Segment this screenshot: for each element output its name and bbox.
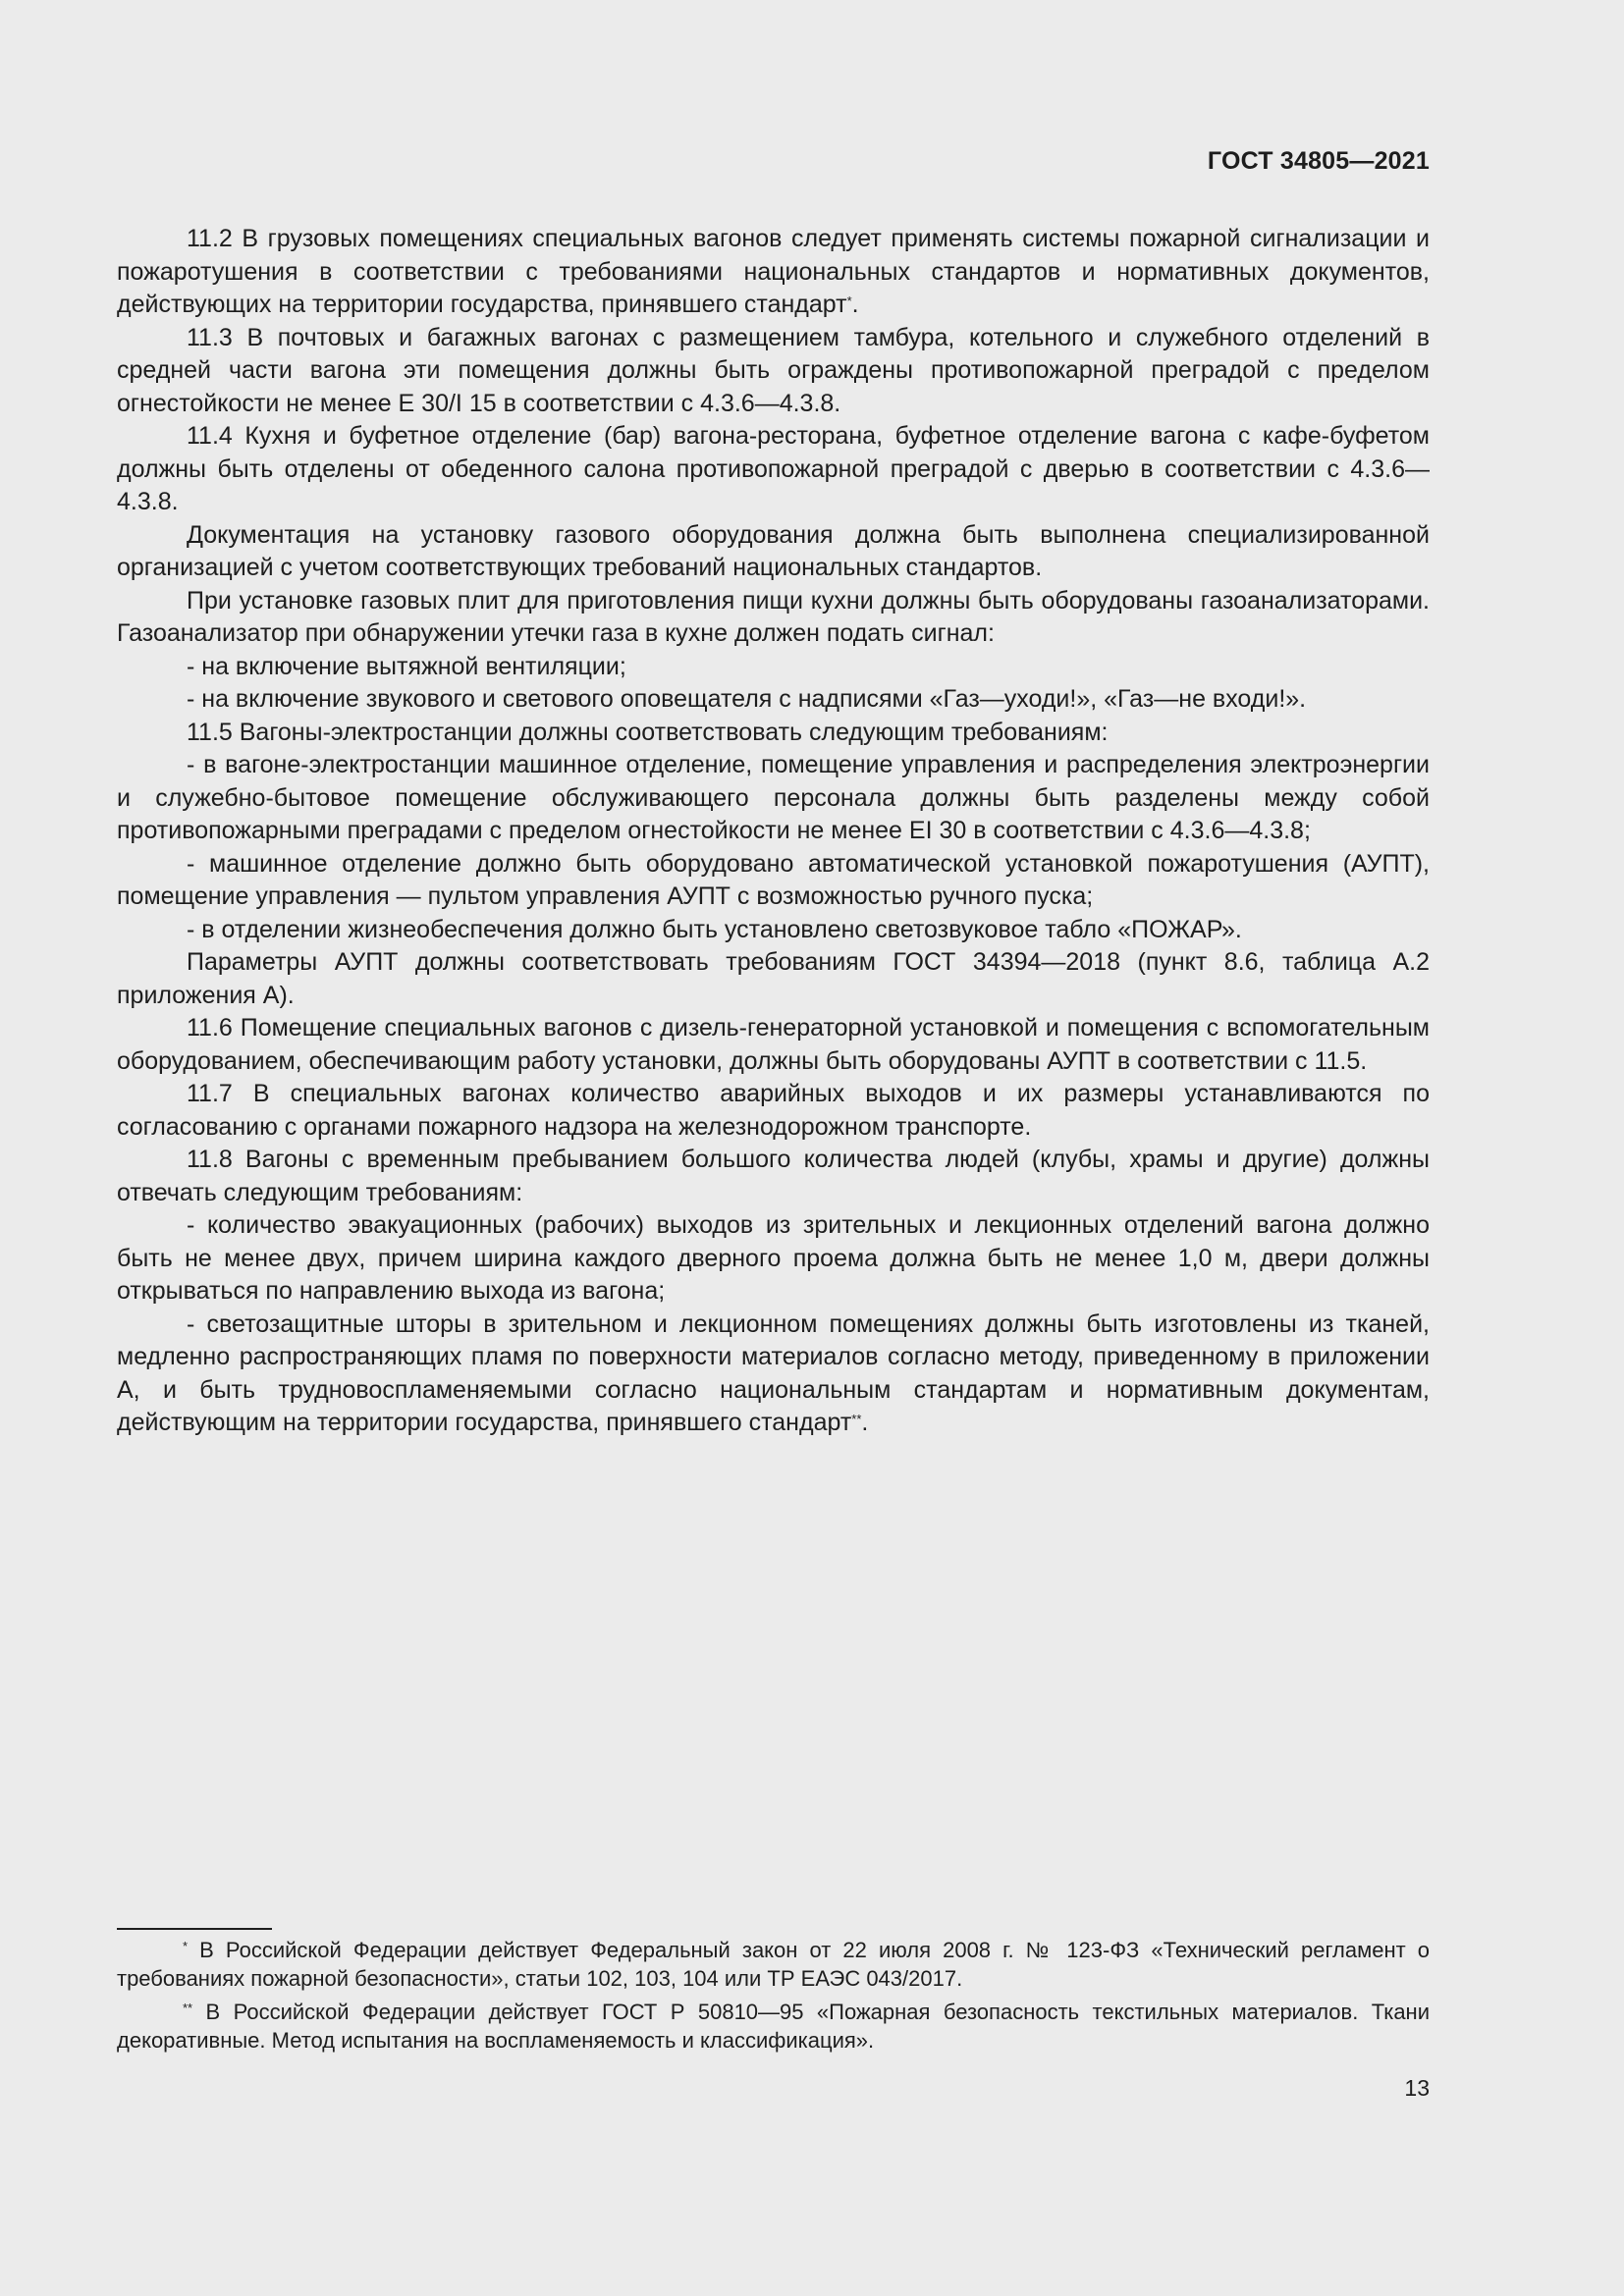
paragraph: Параметры АУПТ должны соответствовать требованиям ГОСТ 34394—2018 (пункт 8.6, таблица А.2 приложения А). xyxy=(117,948,1430,1009)
list-item: - количество эвакуационных (рабочих) выходов из зрительных и лекционных отделений вагона должно быть не менее двух, причем ширина каждого дверного проема должна быть не менее 1,0 м, двери должны открываться по направлению выхода из вагона; xyxy=(117,1211,1430,1305)
paragraph-11-5: 11.5 Вагоны-электростанции должны соответствовать следующим требованиям: xyxy=(187,718,1109,746)
paragraph-11-8: 11.8 Вагоны с временным пребыванием большого количества людей (клубы, храмы и другие) должны отвечать следующим требованиям: xyxy=(117,1146,1430,1206)
paragraph: При установке газовых плит для приготовления пищи кухни должны быть оборудованы газоанализаторами. Газоанализатор при обнаружении утечки газа в кухне должен подать сигнал: xyxy=(117,586,1430,647)
document-header: ГОСТ 34805—2021 xyxy=(1207,147,1430,175)
footnote-mark: * xyxy=(183,1939,189,1953)
list-item: - на включение вытяжной вентиляции; xyxy=(187,652,626,680)
page-number: 13 xyxy=(1404,2075,1430,2101)
footnotes xyxy=(117,1936,1430,2059)
list-item: - машинное отделение должно быть оборудовано автоматической установкой пожаротушения (АУПТ), помещение управления — пультом управления АУПТ с возможностью ручного пуска; xyxy=(117,849,1430,910)
footnote-1: * В Российской Федерации действует Федеральный закон от 22 июля 2008 г. № 123-ФЗ «Технический регламент о требованиях пожарной безопасности», статьи 102, 103, 104 или ТР ЕАЭС 043/2017. xyxy=(117,1938,1430,1991)
paragraph-11-3: 11.3 В почтовых и багажных вагонах с размещением тамбура, котельного и служебного отделений в средней части вагона эти помещения должны быть ограждены противопожарной преградой с пределом огнестойкости не менее Е 30/I 15 в соответствии с 4.3.6—4.3.8. xyxy=(117,323,1430,417)
list-item: - в отделении жизнеобеспечения должно быть установлено светозвуковое табло «ПОЖАР». xyxy=(187,915,1242,943)
paragraph: Документация на установку газового оборудования должна быть выполнена специализированной организацией с учетом соответствующих требований национальных стандартов. xyxy=(117,520,1430,581)
paragraph-11-6: 11.6 Помещение специальных вагонов с дизель-генераторной установкой и помещения с вспомогательным оборудованием, обеспечивающим работу установки, должны быть оборудованы АУПТ в соответствии с 11.5. xyxy=(117,1014,1430,1075)
list-item: - в вагоне-электростанции машинное отделение, помещение управления и распределения электроэнергии и служебно-бытовое помещение обслуживающего персонала должны быть разделены между собой противопожарными преградами с пределом огнестойкости не менее EI 30 в соответствии с 4.3.6—4.3.8; xyxy=(117,751,1430,844)
paragraph-11-4: 11.4 Кухня и буфетное отделение (бар) вагона-ресторана, буфетное отделение вагона с кафе-буфетом должны быть отделены от обеденного салона противопожарной преградой с дверью в соответствии с 4.3.6—4.3.8. xyxy=(117,422,1430,515)
paragraph-11-7: 11.7 В специальных вагонах количество аварийных выходов и их размеры устанавливаются по согласованию с органами пожарного надзора на железнодорожном транспорте. xyxy=(117,1080,1430,1141)
main-text xyxy=(117,223,1430,1440)
paragraph-11-2: 11.2 В грузовых помещениях специальных вагонов следует применять системы пожарной сигнализации и пожаротушения в соответствии с требованиями национальных стандартов и нормативных документов, действующих на территории государства, принявшего стандарт*. xyxy=(117,225,1430,318)
footnote-divider xyxy=(117,1928,272,1930)
list-item: - на включение звукового и светового оповещателя с надписями «Газ—уходи!», «Газ—не входи!». xyxy=(187,685,1307,713)
footnote-mark: ** xyxy=(183,2001,193,2015)
footnote-ref: * xyxy=(846,294,852,308)
footnote-2: ** В Российской Федерации действует ГОСТ Р 50810—95 «Пожарная безопасность текстильных материалов. Ткани декоративные. Метод испытания на воспламеняемость и классификация». xyxy=(117,2000,1430,2053)
footnote-ref: ** xyxy=(851,1412,862,1426)
list-item: - светозащитные шторы в зрительном и лекционном помещениях должны быть изготовлены из тканей, медленно распространяющих пламя по поверхности материалов согласно методу, приведенному в приложении А, и быть трудновоспламеняемыми согласно национальным стандартам и нормативным документам, действующим на территории государства, принявшего стандарт**. xyxy=(117,1309,1430,1436)
